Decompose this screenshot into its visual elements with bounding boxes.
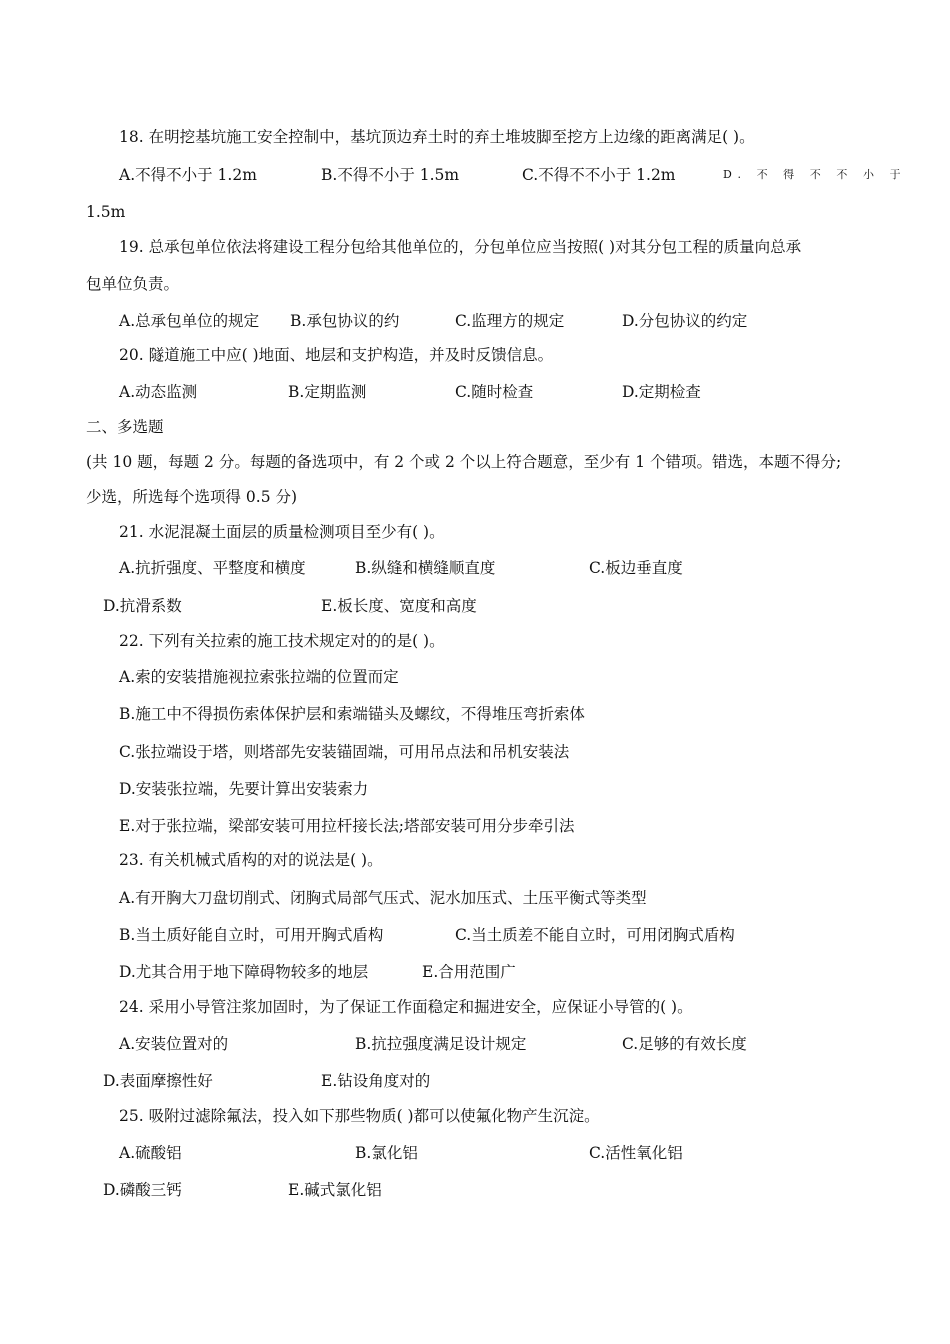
- question-22-stem: 22. 下列有关拉索的施工技术规定对的的是( )。: [119, 632, 445, 650]
- question-18-option-a: A.不得不小于 1.2m: [119, 166, 257, 184]
- question-18-option-d: D. 不 得 不 不 小 于: [723, 168, 907, 181]
- question-22-option-a: A.索的安装措施视拉索张拉端的位置而定: [119, 668, 399, 686]
- question-23-stem: 23. 有关机械式盾构的对的说法是( )。: [119, 851, 383, 869]
- question-20-option-a: A.动态监测: [119, 383, 198, 401]
- question-24-stem: 24. 采用小导管注浆加固时，为了保证工作面稳定和掘进安全，应保证小导管的( )。: [119, 998, 693, 1016]
- question-21-option-c: C.板边垂直度: [589, 559, 683, 577]
- question-24-option-c: C.足够的有效长度: [622, 1035, 747, 1053]
- question-24-option-b: B.抗拉强度满足设计规定: [355, 1035, 527, 1053]
- question-24-option-d: D.表面摩擦性好: [103, 1072, 213, 1090]
- question-18-option-b: B.不得不小于 1.5m: [321, 166, 460, 184]
- section-note-line1: (共 10 题，每题 2 分。每题的备选项中，有 2 个或 2 个以上符合题意，至少有 1 个错项。错选，本题不得分;: [86, 453, 842, 471]
- question-25-option-b: B.氯化铝: [355, 1144, 418, 1162]
- question-25-option-a: A.硫酸铝: [119, 1144, 182, 1162]
- question-20-option-c: C.随时检查: [455, 383, 534, 401]
- question-19-option-b: B.承包协议的约: [290, 312, 400, 330]
- question-20-stem: 20. 隧道施工中应( )地面、地层和支护构造，并及时反馈信息。: [119, 346, 554, 364]
- question-21-option-b: B.纵缝和横缝顺直度: [355, 559, 496, 577]
- question-25-option-d: D.磷酸三钙: [103, 1181, 182, 1199]
- section-note-line2: 少选，所选每个选项得 0.5 分): [86, 488, 298, 506]
- section-title: 二、多选题: [86, 418, 164, 436]
- question-19-option-d: D.分包协议的约定: [622, 312, 748, 330]
- question-22-option-c: C.张拉端设于塔，则塔部先安装锚固端，可用吊点法和吊机安装法: [119, 743, 570, 761]
- question-23-option-c: C.当土质差不能自立时，可用闭胸式盾构: [455, 926, 735, 944]
- question-19-stem-line1: 19. 总承包单位依法将建设工程分包给其他单位的，分包单位应当按照( )对其分包工程的质量向总承: [119, 238, 802, 256]
- question-19-option-a: A.总承包单位的规定: [119, 312, 260, 330]
- question-22-option-b: B.施工中不得损伤索体保护层和索端锚头及螺纹，不得堆压弯折索体: [119, 705, 585, 723]
- question-18-option-c: C.不得不不小于 1.2m: [522, 166, 676, 184]
- question-25-stem: 25. 吸附过滤除氟法，投入如下那些物质( )都可以使氟化物产生沉淀。: [119, 1107, 600, 1125]
- question-23-option-e: E.合用范围广: [422, 963, 516, 981]
- question-18-option-d-continued: 1.5m: [86, 203, 126, 221]
- question-23-option-d: D.尤其合用于地下障碍物较多的地层: [119, 963, 369, 981]
- question-18-stem: 18. 在明挖基坑施工安全控制中，基坑顶边弃土时的弃土堆坡脚至挖方上边缘的距离满足( )。: [119, 128, 755, 146]
- question-20-option-d: D.定期检查: [622, 383, 701, 401]
- question-19-option-c: C.监理方的规定: [455, 312, 565, 330]
- question-25-option-c: C.活性氧化铝: [589, 1144, 683, 1162]
- question-21-option-e: E.板长度、宽度和高度: [321, 597, 477, 615]
- question-24-option-e: E.钻设角度对的: [321, 1072, 431, 1090]
- question-24-option-a: A.安装位置对的: [119, 1035, 229, 1053]
- question-25-option-e: E.碱式氯化铝: [288, 1181, 382, 1199]
- question-21-stem: 21. 水泥混凝土面层的质量检测项目至少有( )。: [119, 523, 445, 541]
- question-21-option-d: D.抗滑系数: [103, 597, 182, 615]
- question-19-stem-line2: 包单位负责。: [86, 275, 180, 293]
- question-22-option-d: D.安装张拉端，先要计算出安装索力: [119, 780, 369, 798]
- question-20-option-b: B.定期监测: [288, 383, 367, 401]
- question-23-option-b: B.当土质好能自立时，可用开胸式盾构: [119, 926, 384, 944]
- question-21-option-a: A.抗折强度、平整度和横度: [119, 559, 306, 577]
- question-22-option-e: E.对于张拉端，梁部安装可用拉杆接长法;塔部安装可用分步牵引法: [119, 817, 575, 835]
- question-23-option-a: A.有开胸大刀盘切削式、闭胸式局部气压式、泥水加压式、土压平衡式等类型: [119, 889, 647, 907]
